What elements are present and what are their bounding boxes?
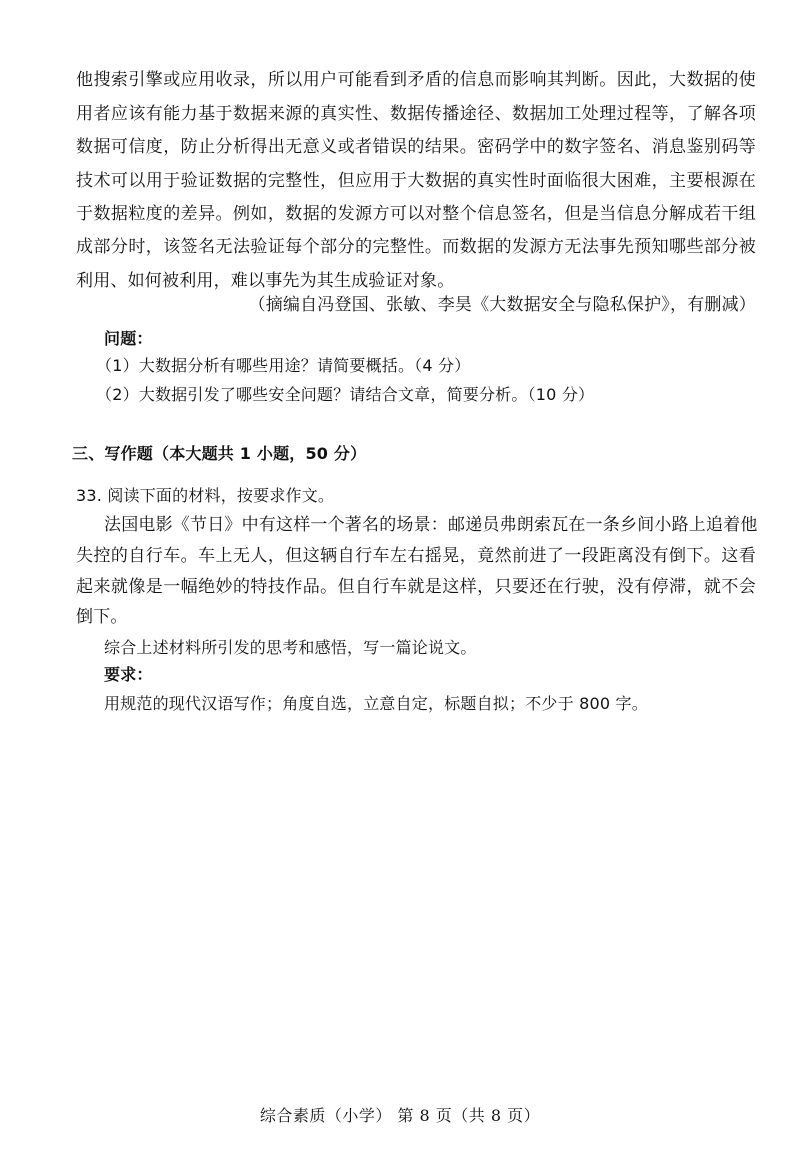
passage-line-3: 数据可信度，防止分析得出无意义或者错误的结果。密码学中的数字签名、消息鉴别码等 [76,137,756,157]
section3-heading: 三、写作题（本大题共 1 小题，50 分） [72,444,367,463]
requirements-text: 用规范的现代汉语写作；角度自选，立意自定，标题自拟；不少于 800 字。 [104,694,648,713]
question-2: （2）大数据引发了哪些安全问题？请结合文章，简要分析。（10 分） [96,385,595,404]
passage-line-5: 于数据粒度的差异。例如，数据的发源方可以对整个信息签名，但是当信息分解成若干组 [76,204,756,224]
passage-line-2: 用者应该有能力基于数据来源的真实性、数据传播途径、数据加工处理过程等，了解各项 [76,104,756,124]
page-footer: 综合素质（小学） 第 8 页（共 8 页） [259,1106,541,1125]
passage-line-1: 他搜索引擎或应用收录，所以用户可能看到矛盾的信息而影响其判断。因此，大数据的使 [76,70,756,90]
passage-citation: （摘编自冯登国、张敏、李昊《大数据安全与隐私保护》，有删减） [248,295,756,315]
questions-heading: 问题： [104,329,153,348]
item-33-intro: 33. 阅读下面的材料，按要求作文。 [76,486,335,505]
material-line-1: 法国电影《节日》中有这样一个著名的场景：邮递员弗朗索瓦在一条乡间小路上追着他 [104,515,758,535]
material-line-4: 倒下。 [76,607,128,627]
passage-line-4: 技术可以用于验证数据的完整性，但应用于大数据的真实性时面临很大困难，主要根源在 [76,171,756,191]
question-1: （1）大数据分析有哪些用途？请简要概括。（4 分） [96,356,471,375]
passage-line-6: 成部分时，该签名无法验证每个部分的完整性。而数据的发源方无法事先预知哪些部分被 [76,237,756,257]
material-line-3: 起来就像是一幅绝妙的特技作品。但自行车就是这样，只要还在行驶，没有停滞，就不会 [76,577,756,597]
material-line-2: 失控的自行车。车上无人，但这辆自行车左右摇晃，竟然前进了一段距离没有倒下。这看 [76,546,756,566]
passage-line-7: 利用、如何被利用，难以事先为其生成验证对象。 [76,271,455,291]
requirements-heading: 要求： [104,665,153,684]
writing-task: 综合上述材料所引发的思考和感悟，写一篇论说文。 [104,638,477,657]
